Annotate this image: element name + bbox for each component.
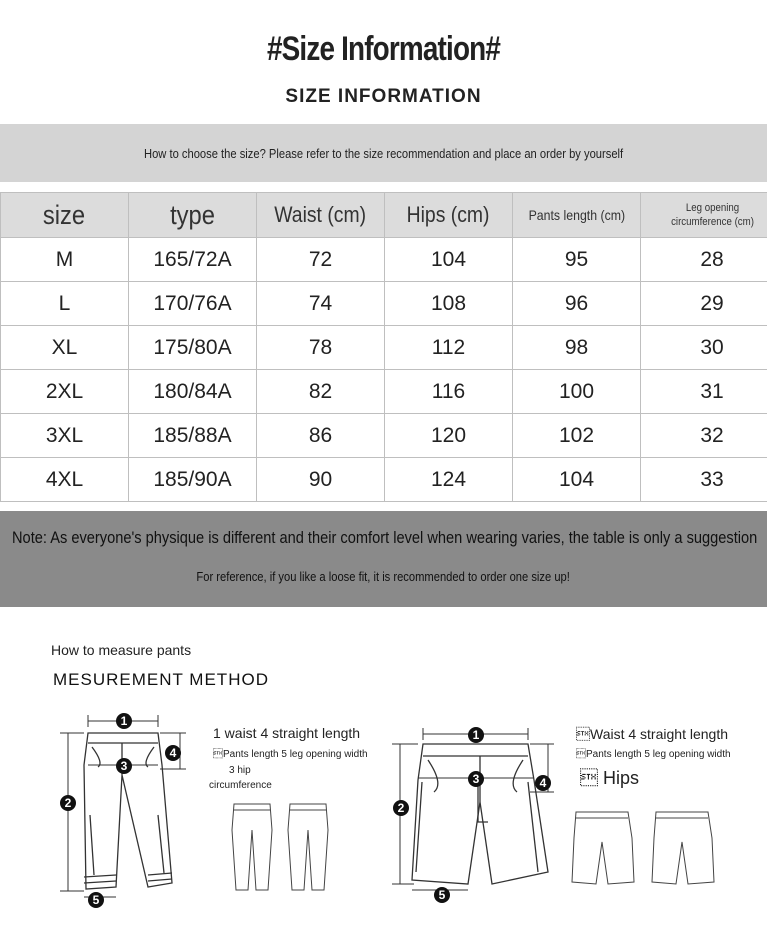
cell-type: 175/80A [129,326,257,370]
cell-waist: 82 [257,370,385,414]
shorts-marker-4-icon [534,774,552,792]
cell-hips: 124 [385,458,513,502]
shorts-marker-5-icon [433,886,451,904]
left-legend-line1: 1 waist 4 straight length [213,725,361,741]
page-subtitle: SIZE INFORMATION [285,86,482,107]
cell-hips: 104 [385,238,513,282]
cell-leg-opening: 33 [641,458,767,502]
marker-1-icon [115,712,133,730]
cell-pants-length: 102 [513,414,641,458]
cell-type: 185/90A [129,458,257,502]
cell-size: 2XL [1,370,129,414]
left-legend-line3: 3 hip [229,765,251,776]
cell-type: 170/76A [129,282,257,326]
shorts-marker-1-icon [467,726,485,744]
cell-pants-length: 96 [513,282,641,326]
cell-hips: 116 [385,370,513,414]
cell-leg-opening: 29 [641,282,767,326]
cell-type: 165/72A [129,238,257,282]
marker-5-icon [87,891,105,909]
col-header-type: type [129,193,257,238]
col-header-size: size [1,193,129,238]
col-header-hips: Hips (cm) [385,193,513,238]
cell-type: 185/88A [129,414,257,458]
cell-size: 3XL [1,414,129,458]
cell-leg-opening: 32 [641,414,767,458]
col-header-pants-length: Pants length (cm) [513,193,641,238]
cell-type: 180/84A [129,370,257,414]
marker-3-icon [115,757,133,775]
long-pants-thumb-front [228,800,278,895]
note-text: Note: As everyone's physique is different and their comfort level when wearing varies, the table is only a suggestion [12,528,758,547]
left-legend-line2: Pants length 5 leg opening width [213,749,368,760]
instruction-text: How to choose the size? Please refer to the size recommendation and place an order by yourself [143,145,624,161]
shorts-diagram [388,722,558,907]
shorts-thumb-back [650,808,716,888]
cell-waist: 72 [257,238,385,282]
cell-leg-opening: 28 [641,238,767,282]
marker-2-icon [59,794,77,812]
cell-pants-length: 95 [513,238,641,282]
cell-size: XL [1,326,129,370]
cell-waist: 90 [257,458,385,502]
table-row [1,238,767,282]
measure-heading: How to measure pants [51,642,192,658]
cell-leg-opening: 31 [641,370,767,414]
svg-text:5: 5 [438,888,446,902]
cell-hips: 120 [385,414,513,458]
cell-pants-length: 98 [513,326,641,370]
cell-waist: 78 [257,326,385,370]
cell-size: 4XL [1,458,129,502]
cell-leg-opening: 30 [641,326,767,370]
cell-waist: 86 [257,414,385,458]
shorts-marker-2-icon [392,799,410,817]
table-row [1,414,767,458]
note-banner [0,511,767,607]
cell-size: M [1,238,129,282]
cell-hips: 108 [385,282,513,326]
shorts-thumb-front [570,808,636,888]
svg-text:2: 2 [64,796,72,810]
right-legend-line3:  Hips [580,768,640,788]
table-row [1,282,767,326]
svg-text:1: 1 [472,728,480,742]
svg-text:4: 4 [169,746,177,760]
table-header-row [1,193,767,238]
cell-pants-length: 104 [513,458,641,502]
right-legend-line1: Waist 4 straight length [576,726,728,742]
cell-waist: 74 [257,282,385,326]
long-pants-thumb-back [284,800,334,895]
right-legend-line2: Pants length 5 leg opening width [576,749,731,760]
note-subtext: For reference, if you like a loose fit, it is recommended to order one size up! [196,569,571,584]
table-row [1,326,767,370]
marker-4-icon [164,744,182,762]
cell-pants-length: 100 [513,370,641,414]
svg-text:4: 4 [539,776,547,790]
svg-text:3: 3 [472,772,480,786]
instruction-banner [0,124,767,182]
left-legend-line4: circumference [209,780,272,791]
svg-text:2: 2 [397,801,405,815]
cell-hips: 112 [385,326,513,370]
cell-size: L [1,282,129,326]
table-row [1,458,767,502]
svg-text:3: 3 [120,759,128,773]
col-header-leg-opening: Leg opening circumference (cm) [641,193,767,238]
col-header-waist: Waist (cm) [257,193,385,238]
page-title: #Size Information# [266,30,501,68]
size-table [0,192,767,502]
measure-method-title: MESUREMENT METHOD [53,670,269,689]
svg-text:5: 5 [92,893,100,907]
svg-text:1: 1 [120,714,128,728]
shorts-marker-3-icon [467,770,485,788]
table-row [1,370,767,414]
